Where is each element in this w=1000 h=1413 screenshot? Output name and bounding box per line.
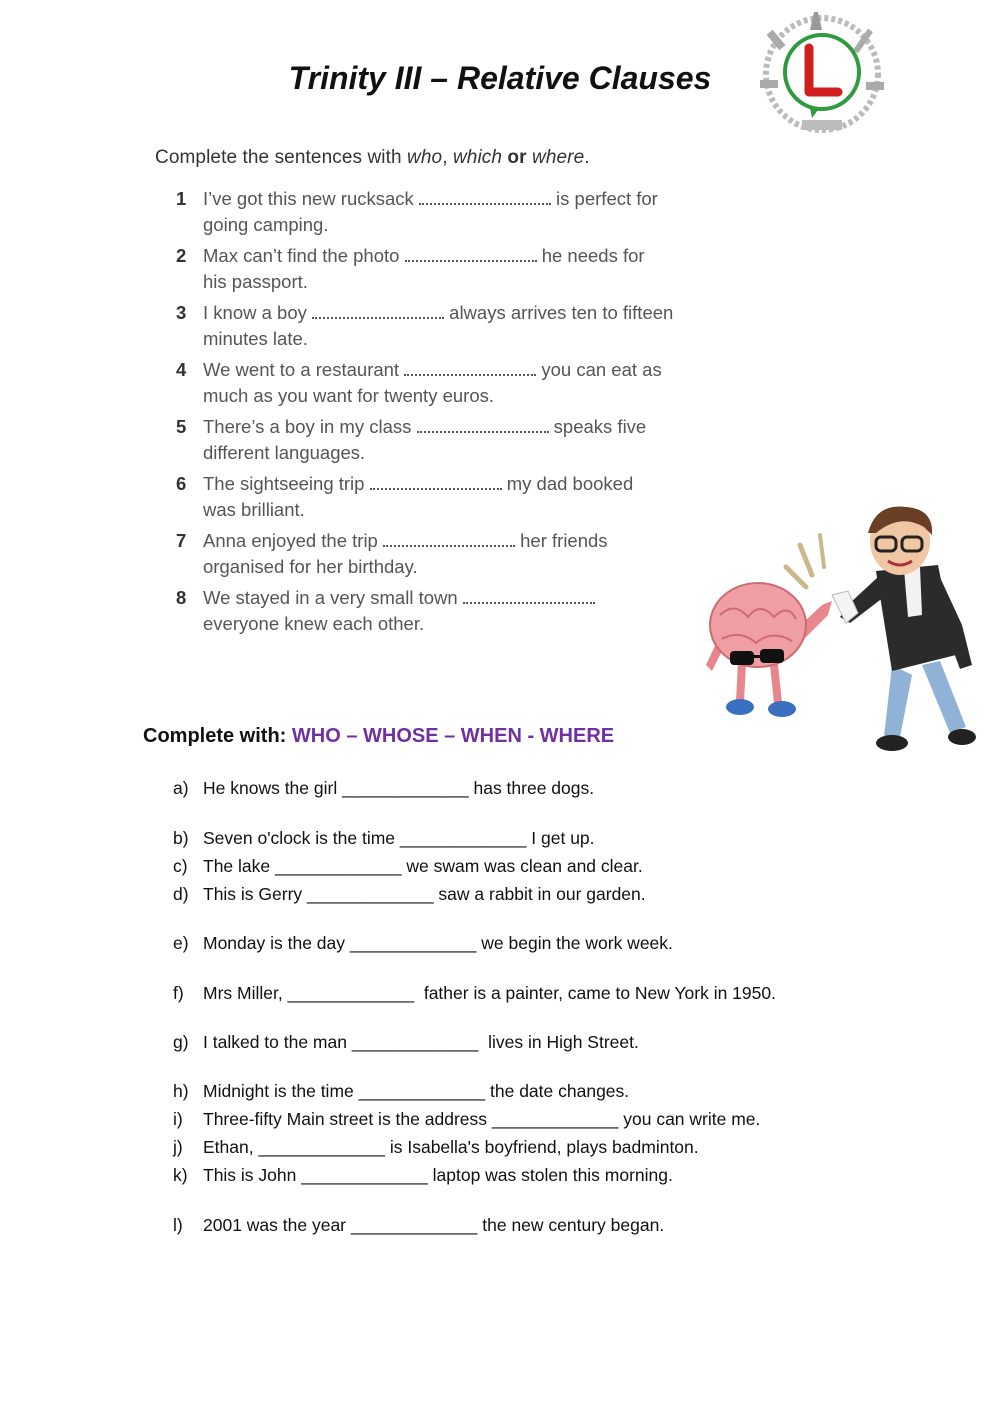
item-text-after: her friends: [515, 530, 608, 551]
item-number: 3: [176, 302, 187, 323]
heading-words: WHO – WHOSE – WHEN - WHERE: [291, 725, 615, 747]
word-which: which: [452, 147, 503, 168]
answer-blank[interactable]: [405, 244, 537, 262]
item-text-line2: everyone knew each other.: [203, 613, 425, 634]
item-text-after: is perfect for: [550, 188, 658, 209]
item-text-line2: organised for her birthday.: [203, 556, 418, 577]
answer-blank[interactable]: [312, 301, 444, 319]
item-text: The lake _____________ we swam was clean and clear.: [203, 856, 643, 876]
item-text-before: Max can’t find the photo: [203, 245, 405, 266]
item-letter: b): [173, 828, 189, 848]
item-letter: g): [173, 1032, 189, 1052]
exercise1-item: [176, 357, 721, 414]
item-text: Mrs Miller, _____________ father is a painter, came to New York in 1950.: [203, 983, 776, 1003]
item-text: He knows the girl _____________ has three dogs.: [203, 778, 595, 798]
item-number: 5: [176, 416, 187, 437]
item-text-line2: was brilliant.: [203, 499, 305, 520]
item-text-after: speaks five: [548, 416, 647, 437]
exercise1-list: [176, 186, 721, 642]
item-letter: d): [173, 884, 189, 904]
item-text: Three-fifty Main street is the address _____________ you can write me.: [203, 1109, 761, 1129]
exercise2-item: [173, 983, 776, 1004]
item-text-before: Anna enjoyed the trip: [203, 530, 383, 551]
item-letter: i): [173, 1109, 183, 1129]
exercise2-item: [173, 1032, 639, 1053]
exercise2-item: [173, 778, 594, 799]
exercise2-item: [173, 933, 673, 954]
item-letter: f): [173, 983, 184, 1003]
word-who: who: [407, 147, 443, 168]
item-text-before: I’ve got this new rucksack: [203, 188, 419, 209]
item-text: Ethan, _____________ is Isabella's boyfriend, plays badminton.: [203, 1137, 699, 1157]
answer-blank[interactable]: [383, 529, 515, 547]
exercise2-item: [173, 856, 643, 877]
item-text-after: my dad booked: [501, 473, 634, 494]
exercise2-heading: [143, 725, 614, 748]
answer-blank[interactable]: [370, 472, 502, 490]
exercise2-item: [173, 828, 595, 849]
exercise2-item: [173, 884, 646, 905]
item-number: 8: [176, 587, 187, 608]
item-text-before: I know a boy: [203, 302, 313, 323]
item-number: 7: [176, 530, 187, 551]
exercise1-item: [176, 471, 721, 528]
item-number: 1: [176, 188, 187, 209]
item-number: 6: [176, 473, 187, 494]
item-text: Midnight is the time _____________ the date changes.: [203, 1081, 630, 1101]
exercise1-item: [176, 186, 721, 243]
item-text-before: We stayed in a very small town: [203, 587, 463, 608]
item-letter: h): [173, 1081, 189, 1101]
exercise2-item: [173, 1215, 664, 1236]
item-text-line2: minutes late.: [203, 328, 308, 349]
item-text-after: always arrives ten to fifteen: [444, 302, 674, 323]
item-text: This is Gerry _____________ saw a rabbit in our garden.: [203, 884, 646, 904]
word-or: or: [502, 147, 533, 168]
item-text-before: The sightseeing trip: [203, 473, 370, 494]
exercise1-item: [176, 414, 721, 471]
item-text: This is John _____________ laptop was stolen this morning.: [203, 1165, 673, 1185]
item-text: Monday is the day _____________ we begin the work week.: [203, 933, 673, 953]
item-letter: c): [173, 856, 188, 876]
item-text-line2: his passport.: [203, 271, 308, 292]
item-text-line2: different languages.: [203, 442, 366, 463]
instruction-lead: Complete the sentences with: [155, 147, 408, 168]
exercise2-item: [173, 1109, 760, 1130]
item-text-after: he needs for: [536, 245, 645, 266]
answer-blank[interactable]: [417, 415, 549, 433]
exercise1-item: [176, 528, 721, 585]
exercise2-item: [173, 1137, 699, 1158]
item-text: 2001 was the year _____________ the new century began.: [203, 1215, 665, 1235]
exercise1-item: [176, 300, 721, 357]
exercise1-item: [176, 243, 721, 300]
answer-blank[interactable]: [463, 586, 595, 604]
world-landmarks-logo-icon: [752, 10, 892, 138]
item-text: Seven o'clock is the time _____________ I get up.: [203, 828, 595, 848]
item-text-line2: much as you want for twenty euros.: [203, 385, 494, 406]
item-letter: a): [173, 778, 189, 798]
item-number: 2: [176, 245, 187, 266]
item-letter: j): [173, 1137, 183, 1157]
item-letter: k): [173, 1165, 188, 1185]
answer-blank[interactable]: [419, 187, 551, 205]
item-letter: l): [173, 1215, 183, 1235]
exercise2-item: [173, 1081, 629, 1102]
answer-blank[interactable]: [404, 358, 536, 376]
exercise2-item: [173, 1165, 673, 1186]
instruction-end: .: [584, 147, 590, 168]
item-text-after: you can eat as: [536, 359, 662, 380]
page-title: Trinity III – Relative Clauses: [288, 60, 712, 96]
heading-lead: Complete with:: [143, 725, 292, 747]
exercise1-item: [176, 585, 721, 642]
exercise1-instruction: [155, 147, 590, 169]
item-text: I talked to the man _____________ lives in High Street.: [203, 1032, 639, 1052]
item-text-before: We went to a restaurant: [203, 359, 405, 380]
item-text-before: There’s a boy in my class: [203, 416, 417, 437]
brain-high-five-cartoon-icon: [700, 505, 990, 770]
word-where: where: [532, 147, 585, 168]
item-number: 4: [176, 359, 187, 380]
item-letter: e): [173, 933, 189, 953]
word-separator: ,: [442, 147, 453, 168]
item-text-line2: going camping.: [203, 214, 329, 235]
